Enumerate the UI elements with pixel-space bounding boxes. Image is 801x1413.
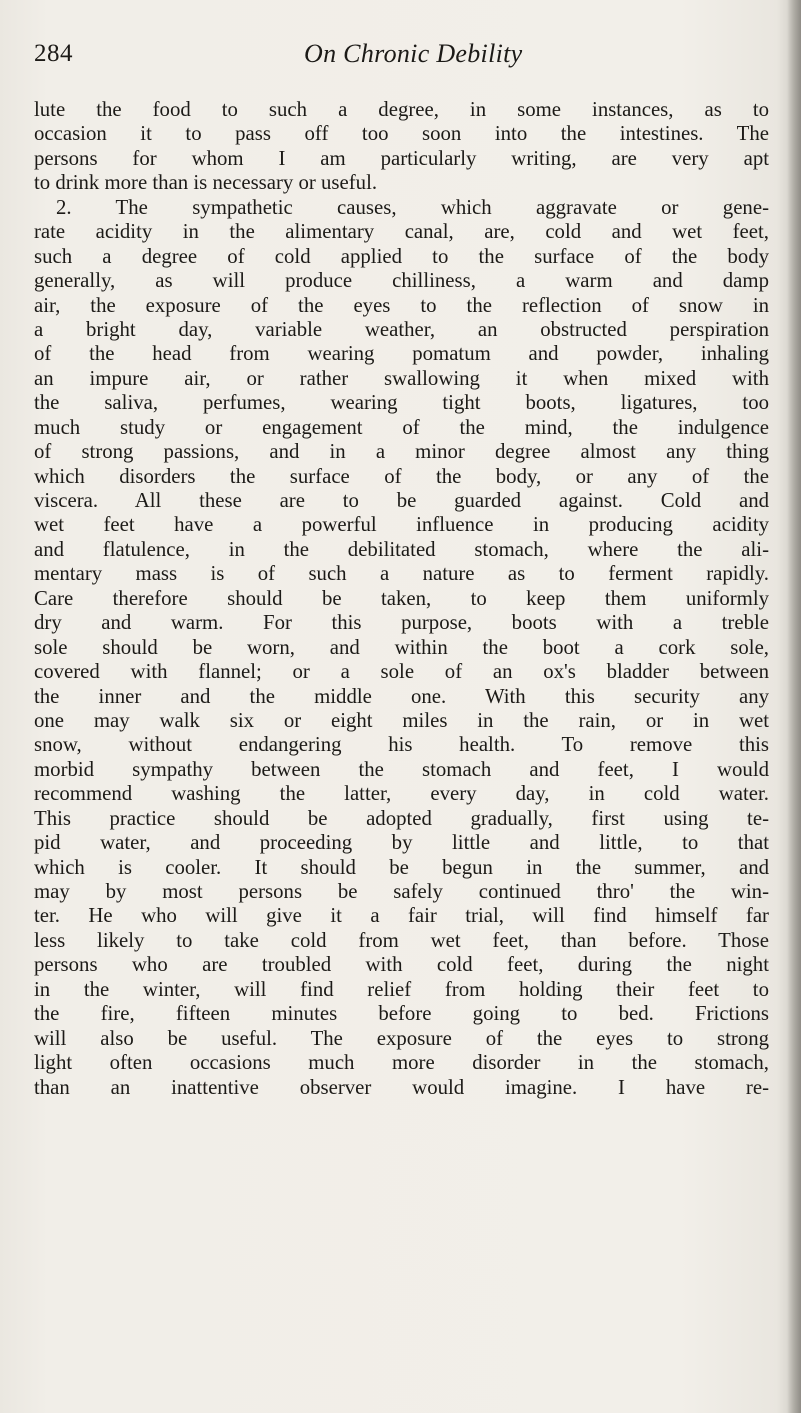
text-line: lute the food to such a degree, in some instances, as to xyxy=(34,98,769,121)
text-line: dry and warm. For this purpose, boots with a treble xyxy=(34,611,769,635)
text-line: viscera. All these are to be guarded against. Cold and xyxy=(34,489,769,512)
text-line: covered with flannel; or a sole of an ox's bladder between xyxy=(34,660,769,684)
text-line: wet feet have a powerful influence in producing acidity xyxy=(34,513,769,537)
text-line: which disorders the surface of the body, or any of the xyxy=(34,464,769,488)
text-line: than an inattentive observer would imagine. I have re- xyxy=(34,1075,769,1099)
text-line: persons for whom I am particularly writing, are very apt xyxy=(34,146,769,170)
text-line: mentary mass is of such a nature as to ferment rapidly. xyxy=(34,562,769,586)
text-line: of the head from wearing pomatum and powder, inhaling xyxy=(34,342,769,366)
text-line: less likely to take cold from wet feet, than before. Those xyxy=(34,928,769,952)
text-line: persons who are troubled with cold feet, during the night xyxy=(34,953,769,977)
text-line: light often occasions much more disorder in the stomach, xyxy=(34,1051,769,1075)
text-line: of strong passions, and in a minor degree almost any thing xyxy=(34,440,769,464)
text-line: such a degree of cold applied to the surface of the body xyxy=(34,244,769,268)
text-line: the fire, fifteen minutes before going to bed. Frictions xyxy=(34,1002,769,1026)
text-line: air, the exposure of the eyes to the reflection of snow in xyxy=(34,293,769,317)
text-line: the inner and the middle one. With this security any xyxy=(34,684,769,708)
text-line: pid water, and proceeding by little and little, to that xyxy=(34,831,769,855)
page-header xyxy=(34,40,734,76)
text-line: sole should be worn, and within the boot a cork sole, xyxy=(34,635,769,659)
text-line: and flatulence, in the debilitated stomach, where the ali- xyxy=(34,537,769,561)
running-title: On Chronic Debility xyxy=(304,39,523,68)
text-line: recommend washing the latter, every day, in cold water. xyxy=(34,782,769,806)
text-line: an impure air, or rather swallowing it when mixed with xyxy=(34,366,769,390)
text-line: rate acidity in the alimentary canal, are, cold and wet feet, xyxy=(34,220,769,244)
text-line: one may walk six or eight miles in the rain, or in wet xyxy=(34,708,769,732)
text-line: a bright day, variable weather, an obstructed perspiration xyxy=(34,317,769,341)
text-line: occasion it to pass off too soon into the intestines. The xyxy=(34,122,769,146)
text-line: much study or engagement of the mind, the indulgence xyxy=(34,415,769,439)
text-line: to drink more than is necessary or useful. xyxy=(34,171,378,195)
text-line: snow, without endangering his health. To remove this xyxy=(34,733,769,757)
page-edge-shadow xyxy=(787,0,801,1413)
text-line: ter. He who will give it a fair trial, will find himself far xyxy=(34,904,769,928)
text-line: This practice should be adopted gradually, first using te- xyxy=(34,806,769,830)
text-line: morbid sympathy between the stomach and feet, I would xyxy=(34,757,769,781)
body-text xyxy=(34,98,769,1100)
text-line: the saliva, perfumes, wearing tight boots, ligatures, too xyxy=(34,391,769,415)
page-number: 284 xyxy=(34,40,73,67)
text-line: in the winter, will find relief from holding their feet to xyxy=(34,977,769,1001)
text-line: Care therefore should be taken, to keep them uniformly xyxy=(34,586,769,610)
text-line: may by most persons be safely continued thro' the win- xyxy=(34,880,769,903)
text-line: 2. The sympathetic causes, which aggravate or gene- xyxy=(56,195,769,219)
text-line: will also be useful. The exposure of the eyes to strong xyxy=(34,1026,769,1050)
text-line: generally, as will produce chilliness, a warm and damp xyxy=(34,269,769,293)
text-line: which is cooler. It should be begun in the summer, and xyxy=(34,855,769,879)
